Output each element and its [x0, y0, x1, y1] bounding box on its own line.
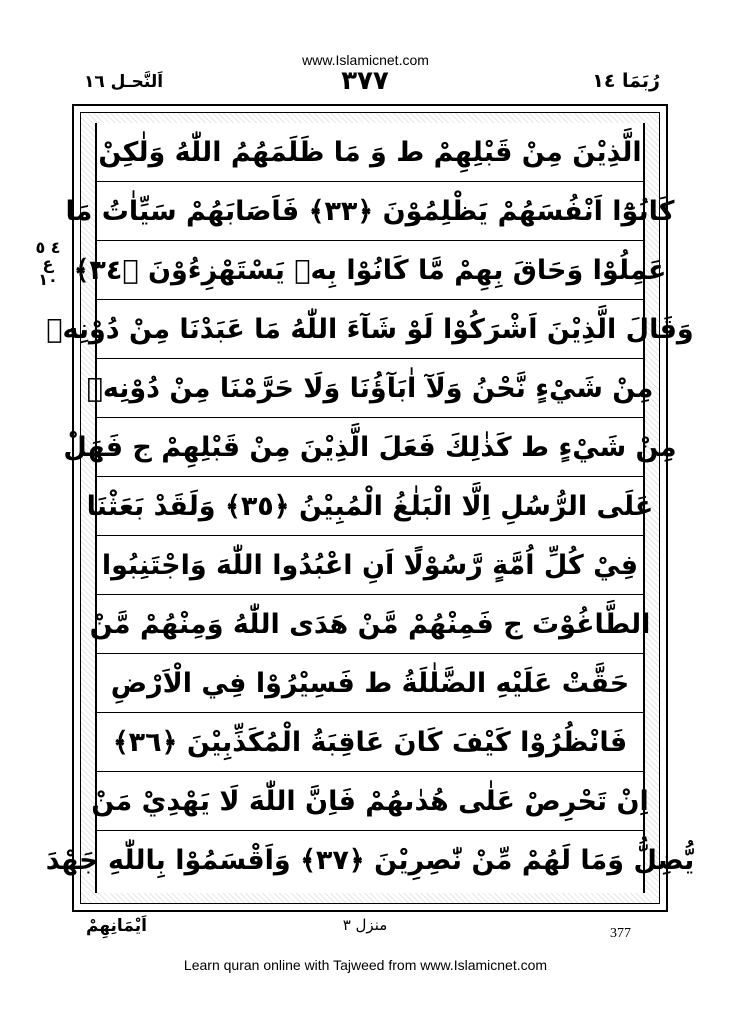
juz-name: رُبَمَا ١٤: [592, 70, 660, 92]
verse-line-4: وَقَالَ الَّذِيْنَ اَشْرَكُوْا لَوْ شَآءَ اللّٰهُ مَا عَبَدْنَا مِنْ دُوْنِهٖ: [97, 300, 643, 359]
catchword: اَيْمَانِهِمْ: [86, 916, 147, 936]
verse-line-2: كَانُوْٓا اَنْفُسَهُمْ يَظْلِمُوْنَ ﴿٣٣﴾ فَاَصَابَهُمْ سَيِّاٰتُ مَا: [97, 182, 643, 241]
verse-line-8: فِيْ كُلِّ اُمَّةٍ رَّسُوْلًا اَنِ اعْبُدُوا اللّٰهَ وَاجْتَنِبُوا: [97, 536, 643, 595]
verse-line-7: عَلَى الرُّسُلِ اِلَّا الْبَلٰغُ الْمُبِيْنُ ﴿٣٥﴾ وَلَقَدْ بَعَثْنَا: [97, 477, 643, 536]
verse-line-12: اِنْ تَحْرِصْ عَلٰى هُدٰىهُمْ فَاِنَّ اللّٰهَ لَا يَهْدِيْ مَنْ: [97, 772, 643, 831]
page-number: 377: [610, 926, 631, 941]
verse-line-3: عَمِلُوْا وَحَاقَ بِهِمْ مَّا كَانُوْا بِهٖ يَسْتَهْزِءُوْنَ ﴿٣٤﴾: [97, 241, 643, 300]
manzil-label: منزل ٣: [342, 916, 388, 934]
site-url-top: www.Islamicnet.com: [302, 52, 429, 68]
verse-line-5: مِنْ شَيْءٍ نَّحْنُ وَلَآ اٰبَآؤُنَا وَلَا حَرَّمْنَا مِنْ دُوْنِهٖ: [97, 359, 643, 418]
site-url-bottom: Learn quran online with Tajweed from www.Islamicnet.com: [183, 957, 548, 973]
ruku-marker: ٤ ٥ ع ١٠: [35, 238, 61, 289]
verse-line-11: فَانْظُرُوْا كَيْفَ كَانَ عَاقِبَةُ الْمُكَذِّبِيْنَ ﴿٣٦﴾: [97, 713, 643, 772]
verse-line-13: يُّضِلُّ وَمَا لَهُمْ مِّنْ نّٰصِرِيْنَ ﴿٣٧﴾ وَاَقْسَمُوْا بِاللّٰهِ جَهْدَ: [45, 845, 695, 876]
surah-name: اَلنَّحـل ١٦: [84, 72, 164, 92]
verse-line-9: الطَّاغُوْتَ ج فَمِنْهُمْ مَّنْ هَدَى اللّٰهُ وَمِنْهُمْ مَّنْ: [97, 595, 643, 654]
verse-line-6: مِنْ شَيْءٍ ط كَذٰلِكَ فَعَلَ الَّذِيْنَ مِنْ قَبْلِهِمْ ج فَهَلْ: [97, 418, 643, 477]
verse-line-1: الَّذِيْنَ مِنْ قَبْلِهِمْ ط وَ مَا ظَلَمَهُمُ اللّٰهُ وَلٰكِنْ: [97, 123, 643, 182]
page-number-arabic: ٣٧٧: [341, 66, 389, 96]
verse-line-10: حَقَّتْ عَلَيْهِ الضَّلٰلَةُ ط فَسِيْرُوْا فِي الْاَرْضِ: [97, 654, 643, 713]
